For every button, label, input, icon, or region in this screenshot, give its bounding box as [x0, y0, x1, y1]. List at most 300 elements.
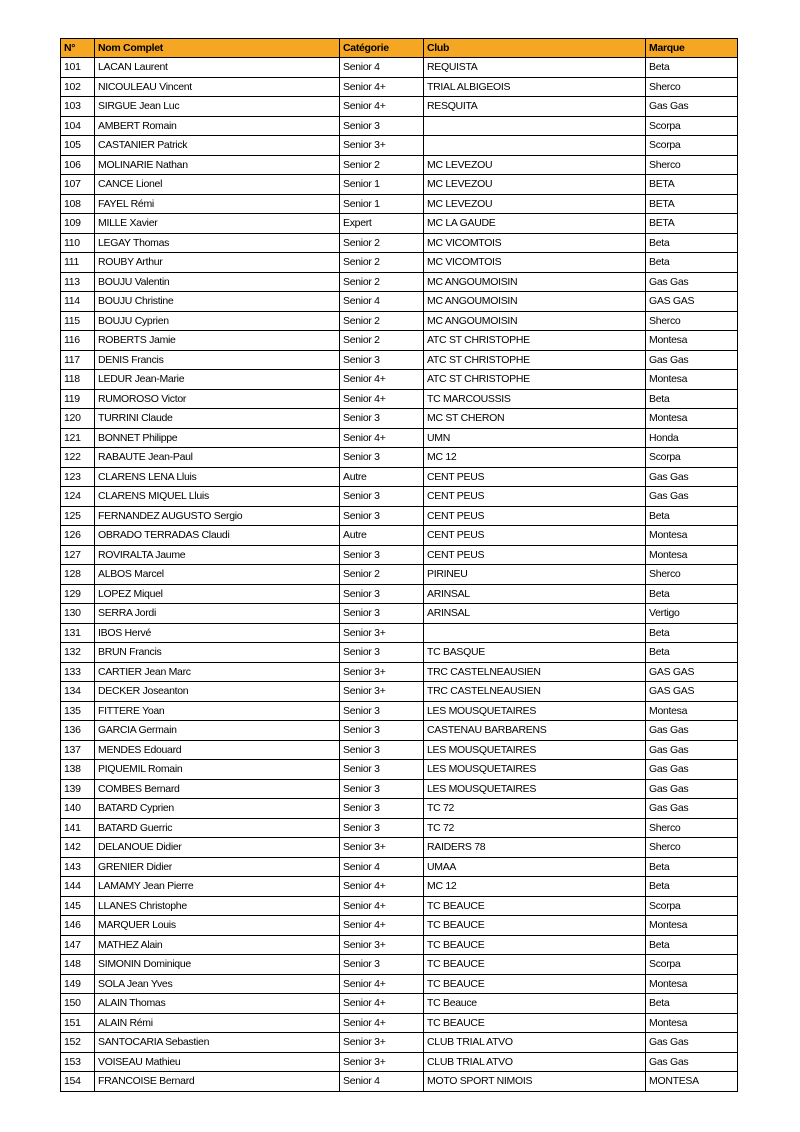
cell-club: [424, 136, 646, 156]
cell-club: TC 72: [424, 818, 646, 838]
cell-number: 129: [61, 584, 95, 604]
table-row: [61, 350, 738, 370]
cell-category: Senior 3+: [340, 838, 424, 858]
cell-category: Senior 3+: [340, 136, 424, 156]
cell-number: 115: [61, 311, 95, 331]
cell-full-name: SIRGUE Jean Luc: [95, 97, 340, 117]
cell-club: REQUISTA: [424, 58, 646, 78]
cell-category: Expert: [340, 214, 424, 234]
cell-number: 123: [61, 467, 95, 487]
cell-club: CENT PEUS: [424, 506, 646, 526]
cell-club: CENT PEUS: [424, 487, 646, 507]
table-header: [61, 39, 738, 58]
cell-category: Senior 3: [340, 604, 424, 624]
cell-category: Senior 3: [340, 701, 424, 721]
cell-club: TC 72: [424, 799, 646, 819]
cell-full-name: PIQUEMIL Romain: [95, 760, 340, 780]
table-row: [61, 409, 738, 429]
cell-full-name: LEDUR Jean-Marie: [95, 370, 340, 390]
cell-category: Senior 3: [340, 740, 424, 760]
table-row: [61, 721, 738, 741]
header-category: Catégorie: [340, 39, 424, 58]
cell-club: MC LEVEZOU: [424, 175, 646, 195]
cell-category: Senior 3: [340, 409, 424, 429]
cell-brand: Beta: [646, 857, 738, 877]
cell-club: PIRINEU: [424, 565, 646, 585]
cell-full-name: LACAN Laurent: [95, 58, 340, 78]
cell-category: Senior 4+: [340, 896, 424, 916]
cell-category: Senior 3: [340, 350, 424, 370]
cell-number: 106: [61, 155, 95, 175]
cell-category: Senior 2: [340, 272, 424, 292]
cell-brand: Montesa: [646, 409, 738, 429]
cell-category: Senior 3: [340, 545, 424, 565]
cell-brand: Gas Gas: [646, 97, 738, 117]
cell-number: 110: [61, 233, 95, 253]
table-row: [61, 233, 738, 253]
table-row: [61, 994, 738, 1014]
cell-brand: Gas Gas: [646, 1033, 738, 1053]
table-row: [61, 740, 738, 760]
cell-brand: Gas Gas: [646, 721, 738, 741]
cell-number: 136: [61, 721, 95, 741]
cell-club: MC ANGOUMOISIN: [424, 292, 646, 312]
cell-number: 120: [61, 409, 95, 429]
cell-category: Senior 3+: [340, 662, 424, 682]
cell-full-name: ROBERTS Jamie: [95, 331, 340, 351]
cell-category: Senior 3: [340, 506, 424, 526]
table-row: [61, 370, 738, 390]
cell-category: Senior 3: [340, 955, 424, 975]
cell-number: 148: [61, 955, 95, 975]
cell-number: 140: [61, 799, 95, 819]
cell-category: Autre: [340, 526, 424, 546]
cell-brand: Montesa: [646, 545, 738, 565]
cell-category: Senior 3+: [340, 1052, 424, 1072]
table-row: [61, 565, 738, 585]
cell-number: 144: [61, 877, 95, 897]
cell-category: Senior 3: [340, 448, 424, 468]
cell-club: MC LEVEZOU: [424, 194, 646, 214]
cell-full-name: AMBERT Romain: [95, 116, 340, 136]
cell-number: 127: [61, 545, 95, 565]
table-row: [61, 916, 738, 936]
cell-number: 111: [61, 253, 95, 273]
cell-category: Senior 3+: [340, 935, 424, 955]
cell-club: TC BEAUCE: [424, 935, 646, 955]
cell-category: Senior 1: [340, 175, 424, 195]
cell-full-name: CLARENS MIQUEL Lluis: [95, 487, 340, 507]
cell-number: 102: [61, 77, 95, 97]
cell-full-name: FERNANDEZ AUGUSTO Sergio: [95, 506, 340, 526]
cell-number: 142: [61, 838, 95, 858]
cell-category: Senior 4+: [340, 97, 424, 117]
table-row: [61, 155, 738, 175]
cell-brand: Montesa: [646, 701, 738, 721]
cell-number: 145: [61, 896, 95, 916]
table-row: [61, 974, 738, 994]
cell-full-name: CARTIER Jean Marc: [95, 662, 340, 682]
cell-brand: GAS GAS: [646, 292, 738, 312]
table-row: [61, 604, 738, 624]
cell-brand: Beta: [646, 389, 738, 409]
cell-category: Senior 2: [340, 233, 424, 253]
table-row: [61, 136, 738, 156]
table-row: [61, 877, 738, 897]
cell-full-name: ALAIN Rémi: [95, 1013, 340, 1033]
cell-club: TC MARCOUSSIS: [424, 389, 646, 409]
cell-number: 113: [61, 272, 95, 292]
cell-brand: Gas Gas: [646, 760, 738, 780]
cell-category: Senior 4+: [340, 916, 424, 936]
cell-brand: Scorpa: [646, 136, 738, 156]
table-row: [61, 389, 738, 409]
header-club: Club: [424, 39, 646, 58]
cell-full-name: MATHEZ Alain: [95, 935, 340, 955]
cell-full-name: VOISEAU Mathieu: [95, 1052, 340, 1072]
table-row: [61, 545, 738, 565]
cell-brand: Beta: [646, 58, 738, 78]
cell-category: Senior 4+: [340, 994, 424, 1014]
table-row: [61, 448, 738, 468]
cell-full-name: NICOULEAU Vincent: [95, 77, 340, 97]
table-row: [61, 175, 738, 195]
table-row: [61, 116, 738, 136]
cell-full-name: MILLE Xavier: [95, 214, 340, 234]
cell-brand: Gas Gas: [646, 272, 738, 292]
cell-number: 146: [61, 916, 95, 936]
cell-category: Senior 2: [340, 311, 424, 331]
cell-brand: Sherco: [646, 818, 738, 838]
cell-club: TC BEAUCE: [424, 974, 646, 994]
cell-full-name: TURRINI Claude: [95, 409, 340, 429]
cell-number: 152: [61, 1033, 95, 1053]
cell-number: 134: [61, 682, 95, 702]
table-row: [61, 1072, 738, 1092]
cell-number: 149: [61, 974, 95, 994]
cell-number: 153: [61, 1052, 95, 1072]
cell-category: Senior 4: [340, 292, 424, 312]
cell-category: Senior 2: [340, 331, 424, 351]
cell-full-name: LOPEZ Miquel: [95, 584, 340, 604]
cell-full-name: BATARD Guerric: [95, 818, 340, 838]
table-row: [61, 526, 738, 546]
cell-category: Senior 2: [340, 565, 424, 585]
cell-brand: Gas Gas: [646, 350, 738, 370]
cell-number: 105: [61, 136, 95, 156]
cell-club: UMAA: [424, 857, 646, 877]
cell-category: Senior 2: [340, 253, 424, 273]
cell-brand: Sherco: [646, 838, 738, 858]
cell-full-name: OBRADO TERRADAS Claudi: [95, 526, 340, 546]
cell-brand: Gas Gas: [646, 1052, 738, 1072]
cell-category: Senior 3+: [340, 1033, 424, 1053]
cell-club: TC BEAUCE: [424, 955, 646, 975]
table-row: [61, 214, 738, 234]
cell-brand: BETA: [646, 194, 738, 214]
cell-number: 101: [61, 58, 95, 78]
cell-club: MC 12: [424, 448, 646, 468]
cell-brand: Beta: [646, 233, 738, 253]
header-number: N°: [61, 39, 95, 58]
cell-number: 121: [61, 428, 95, 448]
cell-club: RAIDERS 78: [424, 838, 646, 858]
cell-club: MC ANGOUMOISIN: [424, 311, 646, 331]
cell-brand: BETA: [646, 175, 738, 195]
cell-brand: Beta: [646, 994, 738, 1014]
cell-full-name: FRANCOISE Bernard: [95, 1072, 340, 1092]
cell-club: MC ANGOUMOISIN: [424, 272, 646, 292]
cell-brand: Gas Gas: [646, 740, 738, 760]
table-row: [61, 643, 738, 663]
cell-full-name: SIMONIN Dominique: [95, 955, 340, 975]
table-body: [61, 58, 738, 1092]
cell-brand: Gas Gas: [646, 467, 738, 487]
table-row: [61, 311, 738, 331]
table-row: [61, 97, 738, 117]
cell-club: ATC ST CHRISTOPHE: [424, 370, 646, 390]
cell-club: CENT PEUS: [424, 526, 646, 546]
cell-number: 139: [61, 779, 95, 799]
cell-full-name: BOUJU Christine: [95, 292, 340, 312]
table-row: [61, 682, 738, 702]
table-row: [61, 935, 738, 955]
cell-number: 119: [61, 389, 95, 409]
table-row: [61, 779, 738, 799]
cell-number: 109: [61, 214, 95, 234]
table-row: [61, 1052, 738, 1072]
cell-club: CLUB TRIAL ATVO: [424, 1033, 646, 1053]
cell-club: MC LA GAUDE: [424, 214, 646, 234]
cell-brand: Scorpa: [646, 955, 738, 975]
cell-full-name: MOLINARIE Nathan: [95, 155, 340, 175]
table-row: [61, 623, 738, 643]
cell-club: LES MOUSQUETAIRES: [424, 779, 646, 799]
table-row: [61, 701, 738, 721]
cell-category: Senior 3: [340, 487, 424, 507]
cell-club: TC BEAUCE: [424, 896, 646, 916]
cell-brand: Vertigo: [646, 604, 738, 624]
cell-brand: Gas Gas: [646, 799, 738, 819]
cell-number: 108: [61, 194, 95, 214]
table-row: [61, 487, 738, 507]
cell-club: [424, 623, 646, 643]
cell-full-name: ROVIRALTA Jaume: [95, 545, 340, 565]
cell-number: 130: [61, 604, 95, 624]
cell-club: TRC CASTELNEAUSIEN: [424, 682, 646, 702]
table-row: [61, 292, 738, 312]
cell-category: Senior 4: [340, 857, 424, 877]
cell-category: Senior 4+: [340, 974, 424, 994]
cell-number: 126: [61, 526, 95, 546]
cell-category: Senior 3: [340, 116, 424, 136]
cell-number: 141: [61, 818, 95, 838]
cell-full-name: ALBOS Marcel: [95, 565, 340, 585]
table-row: [61, 760, 738, 780]
cell-club: CENT PEUS: [424, 545, 646, 565]
cell-brand: GAS GAS: [646, 682, 738, 702]
cell-brand: Scorpa: [646, 448, 738, 468]
cell-full-name: RABAUTE Jean-Paul: [95, 448, 340, 468]
header-full-name: Nom Complet: [95, 39, 340, 58]
cell-full-name: BATARD Cyprien: [95, 799, 340, 819]
cell-number: 107: [61, 175, 95, 195]
table-row: [61, 662, 738, 682]
table-row: [61, 818, 738, 838]
cell-club: ARINSAL: [424, 584, 646, 604]
cell-club: TC BASQUE: [424, 643, 646, 663]
cell-category: Senior 4: [340, 58, 424, 78]
cell-club: TRIAL ALBIGEOIS: [424, 77, 646, 97]
cell-brand: Montesa: [646, 370, 738, 390]
table-row: [61, 584, 738, 604]
cell-full-name: DECKER Joseanton: [95, 682, 340, 702]
cell-full-name: SANTOCARIA Sebastien: [95, 1033, 340, 1053]
header-brand: Marque: [646, 39, 738, 58]
cell-brand: Beta: [646, 253, 738, 273]
cell-brand: Honda: [646, 428, 738, 448]
cell-club: UMN: [424, 428, 646, 448]
cell-full-name: BRUN Francis: [95, 643, 340, 663]
cell-club: RESQUITA: [424, 97, 646, 117]
cell-brand: Sherco: [646, 311, 738, 331]
cell-full-name: SOLA Jean Yves: [95, 974, 340, 994]
table-row: [61, 331, 738, 351]
cell-number: 125: [61, 506, 95, 526]
cell-number: 147: [61, 935, 95, 955]
cell-number: 133: [61, 662, 95, 682]
cell-full-name: GARCIA Germain: [95, 721, 340, 741]
table-row: [61, 467, 738, 487]
cell-number: 135: [61, 701, 95, 721]
cell-number: 131: [61, 623, 95, 643]
cell-number: 143: [61, 857, 95, 877]
cell-number: 128: [61, 565, 95, 585]
cell-number: 154: [61, 1072, 95, 1092]
cell-brand: Beta: [646, 935, 738, 955]
cell-club: LES MOUSQUETAIRES: [424, 701, 646, 721]
cell-number: 132: [61, 643, 95, 663]
cell-category: Senior 4: [340, 1072, 424, 1092]
table-row: [61, 896, 738, 916]
cell-category: Senior 4+: [340, 77, 424, 97]
cell-brand: Scorpa: [646, 116, 738, 136]
cell-number: 124: [61, 487, 95, 507]
cell-full-name: BONNET Philippe: [95, 428, 340, 448]
cell-brand: Sherco: [646, 565, 738, 585]
cell-club: ARINSAL: [424, 604, 646, 624]
cell-brand: GAS GAS: [646, 662, 738, 682]
cell-full-name: LAMAMY Jean Pierre: [95, 877, 340, 897]
cell-brand: Montesa: [646, 331, 738, 351]
cell-full-name: LLANES Christophe: [95, 896, 340, 916]
cell-club: [424, 116, 646, 136]
cell-club: CASTENAU BARBARENS: [424, 721, 646, 741]
cell-club: MOTO SPORT NIMOIS: [424, 1072, 646, 1092]
table-row: [61, 506, 738, 526]
header-row: [61, 39, 738, 58]
cell-brand: Gas Gas: [646, 487, 738, 507]
table-row: [61, 799, 738, 819]
cell-full-name: RUMOROSO Victor: [95, 389, 340, 409]
cell-club: MC LEVEZOU: [424, 155, 646, 175]
table-row: [61, 194, 738, 214]
cell-brand: Beta: [646, 584, 738, 604]
cell-category: Senior 3: [340, 643, 424, 663]
cell-club: TC Beauce: [424, 994, 646, 1014]
cell-number: 150: [61, 994, 95, 1014]
cell-full-name: CASTANIER Patrick: [95, 136, 340, 156]
cell-number: 151: [61, 1013, 95, 1033]
cell-club: MC ST CHERON: [424, 409, 646, 429]
cell-club: MC VICOMTOIS: [424, 233, 646, 253]
cell-brand: Gas Gas: [646, 779, 738, 799]
cell-brand: Beta: [646, 506, 738, 526]
cell-full-name: BOUJU Valentin: [95, 272, 340, 292]
cell-club: TC BEAUCE: [424, 916, 646, 936]
cell-category: Senior 1: [340, 194, 424, 214]
cell-category: Senior 3+: [340, 623, 424, 643]
cell-full-name: SERRA Jordi: [95, 604, 340, 624]
cell-club: ATC ST CHRISTOPHE: [424, 350, 646, 370]
cell-category: Senior 4+: [340, 428, 424, 448]
cell-number: 138: [61, 760, 95, 780]
cell-category: Senior 4+: [340, 1013, 424, 1033]
cell-brand: Montesa: [646, 974, 738, 994]
cell-number: 104: [61, 116, 95, 136]
table-row: [61, 272, 738, 292]
cell-brand: Beta: [646, 877, 738, 897]
cell-number: 116: [61, 331, 95, 351]
cell-brand: Montesa: [646, 916, 738, 936]
cell-brand: Sherco: [646, 155, 738, 175]
cell-number: 137: [61, 740, 95, 760]
cell-brand: Scorpa: [646, 896, 738, 916]
cell-brand: Beta: [646, 623, 738, 643]
cell-full-name: MARQUER Louis: [95, 916, 340, 936]
cell-full-name: CANCE Lionel: [95, 175, 340, 195]
table-row: [61, 838, 738, 858]
table-row: [61, 77, 738, 97]
table-row: [61, 857, 738, 877]
cell-full-name: COMBES Bernard: [95, 779, 340, 799]
cell-club: TRC CASTELNEAUSIEN: [424, 662, 646, 682]
cell-category: Senior 4+: [340, 389, 424, 409]
cell-category: Senior 3: [340, 584, 424, 604]
cell-category: Senior 3: [340, 818, 424, 838]
cell-brand: Sherco: [646, 77, 738, 97]
cell-club: CENT PEUS: [424, 467, 646, 487]
cell-brand: BETA: [646, 214, 738, 234]
cell-full-name: LEGAY Thomas: [95, 233, 340, 253]
cell-category: Senior 3: [340, 760, 424, 780]
cell-full-name: CLARENS LENA Lluis: [95, 467, 340, 487]
cell-brand: Montesa: [646, 526, 738, 546]
cell-full-name: ROUBY Arthur: [95, 253, 340, 273]
table-row: [61, 253, 738, 273]
table-row: [61, 58, 738, 78]
cell-category: Senior 3: [340, 799, 424, 819]
cell-brand: Beta: [646, 643, 738, 663]
cell-brand: Montesa: [646, 1013, 738, 1033]
cell-club: LES MOUSQUETAIRES: [424, 760, 646, 780]
cell-category: Senior 3: [340, 779, 424, 799]
cell-category: Autre: [340, 467, 424, 487]
cell-number: 114: [61, 292, 95, 312]
table-row: [61, 428, 738, 448]
cell-category: Senior 3+: [340, 682, 424, 702]
cell-full-name: DENIS Francis: [95, 350, 340, 370]
